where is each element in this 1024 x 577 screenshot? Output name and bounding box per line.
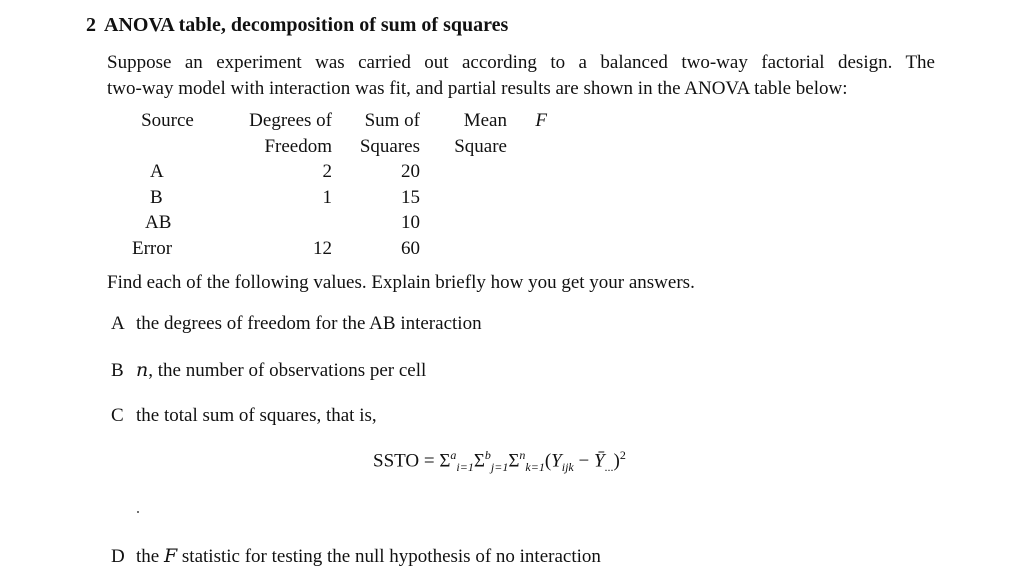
formula-y-sub: ijk: [561, 460, 574, 475]
section-number: 2: [86, 14, 96, 36]
header-ms-line2: Square: [454, 135, 507, 157]
row-ss: 60: [401, 237, 420, 259]
header-df-line2: Freedom: [264, 135, 332, 157]
header-ms-line1: Mean: [463, 110, 507, 131]
row-df: 2: [322, 161, 332, 182]
row-source: B: [150, 186, 163, 208]
formula-ybar-sub: ...: [604, 460, 614, 475]
row-source: AB: [145, 212, 172, 233]
row-df: 12: [313, 237, 332, 259]
ssto-formula: [373, 448, 626, 475]
row-df: 1: [322, 186, 332, 208]
question-variable: F: [163, 545, 178, 567]
row-ss: 10: [401, 212, 420, 233]
question-letter: A: [111, 313, 125, 334]
question-a: [111, 313, 482, 335]
formula-equals: =: [423, 450, 435, 472]
sigma-i-lower: i=1: [456, 460, 474, 475]
table-row: [108, 236, 547, 262]
question-c: [111, 405, 377, 427]
question-text: , the number of observations per cell: [148, 360, 427, 381]
formula-close-paren: ): [613, 450, 620, 472]
sigma-k-upper: n: [519, 448, 526, 462]
instructions-text: Find each of the following values. Explain briefly how you get your answers.: [107, 272, 695, 293]
sigma-i-upper: a: [450, 448, 457, 462]
row-df: [227, 210, 332, 236]
intro-line-2: two-way model with interaction was fit, and partial results are shown in the ANOVA table below:: [107, 78, 848, 99]
header-ss-line2: Squares: [359, 135, 420, 157]
question-b: [111, 359, 426, 382]
question-text: statistic for testing the null hypothesis of no interaction: [177, 546, 601, 567]
question-letter: D: [111, 546, 125, 567]
question-text: the degrees of freedom for the AB interaction: [136, 313, 482, 334]
row-ss: 15: [401, 186, 420, 208]
formula-open-paren: (: [544, 450, 552, 472]
question-letter: B: [111, 360, 124, 381]
intro-line-1: Suppose an experiment was carried out according to a balanced two-way factorial design. The: [107, 52, 935, 73]
question-variable: n: [136, 359, 149, 381]
formula-power: 2: [619, 448, 626, 462]
sigma-j-lower: j=1: [490, 460, 509, 475]
intro-paragraph: [107, 50, 935, 102]
question-text: the total sum of squares, that is,: [136, 405, 377, 426]
table-header-row-1: [108, 108, 547, 134]
sigma-k: Σ: [508, 450, 520, 472]
sigma-k-lower: k=1: [525, 460, 545, 475]
section-title: ANOVA table, decomposition of sum of squares: [104, 14, 509, 36]
table-row: [108, 210, 547, 236]
sigma-j-upper: b: [484, 448, 491, 462]
header-df-line1: Degrees of: [249, 110, 332, 131]
formula-minus: −: [578, 450, 590, 472]
header-f: F: [535, 110, 547, 131]
stray-dot: [137, 511, 139, 513]
formula-ybar: Ȳ: [593, 450, 605, 472]
section-heading: [86, 14, 508, 37]
table-row: [108, 185, 547, 211]
row-ss: 20: [401, 161, 420, 182]
sigma-i: Σ: [439, 450, 451, 472]
question-text-pre: the: [136, 546, 164, 567]
question-letter: C: [111, 405, 124, 426]
header-source: Source: [141, 110, 194, 131]
row-source: Error: [132, 237, 173, 259]
header-ss-line1: Sum of: [364, 110, 420, 131]
sigma-j: Σ: [473, 450, 485, 472]
question-d: [111, 545, 601, 568]
table-row: [108, 159, 547, 185]
formula-y: Y: [551, 450, 562, 472]
anova-table: [108, 108, 547, 261]
table-header-row-2: [108, 134, 547, 160]
formula-lhs: SSTO: [373, 450, 420, 472]
row-source: A: [150, 161, 164, 182]
